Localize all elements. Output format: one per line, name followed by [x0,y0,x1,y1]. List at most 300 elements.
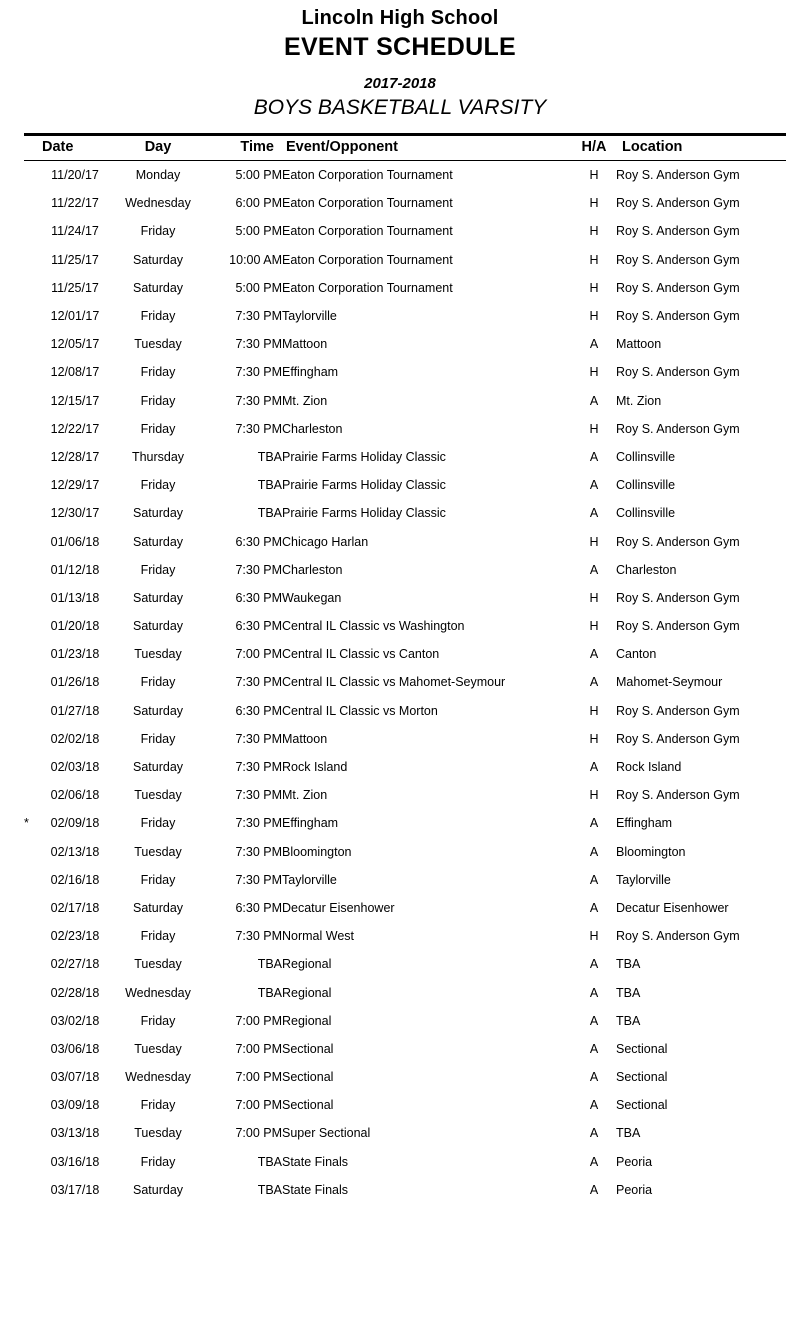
cell-event: Central IL Classic vs Washington [282,619,465,634]
cell-event: Charleston [282,421,343,436]
cell-time: 7:30 PM [235,731,282,746]
cell-day: Tuesday [134,337,182,352]
cell-location: Charleston [616,562,677,577]
cell-location: TBA [616,1013,641,1028]
table-row [24,471,786,499]
cell-home-away: A [589,1154,599,1169]
cell-time: 7:30 PM [235,844,282,859]
row-marker [24,1148,38,1176]
cell-location: Collinsville [616,478,676,493]
row-marker [24,246,38,274]
cell-event: Decatur Eisenhower [282,900,395,915]
table-row [24,950,786,978]
column-header-mark [24,135,38,161]
cell-event: Normal West [282,929,355,944]
schedule-table [24,133,786,1204]
cell-time: 7:30 PM [235,421,282,436]
cell-date: 02/03/18 [50,760,100,775]
table-row [24,809,786,837]
cell-day: Tuesday [134,957,182,972]
cell-day: Friday [140,675,176,690]
column-header-location: Location [616,135,786,161]
cell-date: 02/09/18 [50,816,100,831]
cell-day: Tuesday [134,844,182,859]
cell-date: 03/17/18 [50,1182,100,1197]
cell-day: Saturday [132,280,184,295]
cell-time: 7:30 PM [235,309,282,324]
cell-event: Eaton Corporation Tournament [282,168,453,183]
row-marker: * [24,816,29,831]
cell-date: 03/16/18 [50,1154,100,1169]
row-marker [24,415,38,443]
cell-time: 7:30 PM [235,760,282,775]
cell-date: 02/17/18 [50,900,100,915]
table-row [24,697,786,725]
cell-event: State Finals [282,1154,349,1169]
row-marker [24,1035,38,1063]
cell-date: 12/08/17 [50,365,100,380]
cell-location: Rock Island [616,760,682,775]
cell-time: 7:30 PM [235,365,282,380]
cell-date: 11/25/17 [51,280,99,295]
table-row [24,217,786,245]
cell-day: Friday [140,1154,176,1169]
cell-home-away: A [589,900,599,915]
row-marker [24,499,38,527]
cell-date: 01/27/18 [50,703,100,718]
cell-date: 12/22/17 [50,421,100,436]
cell-date: 03/06/18 [50,1041,100,1056]
cell-time: 7:00 PM [235,1126,282,1141]
cell-date: 02/27/18 [50,957,100,972]
cell-home-away: A [589,1182,599,1197]
row-marker [24,950,38,978]
cell-day: Wednesday [125,196,191,211]
row-marker [24,584,38,612]
row-marker [24,217,38,245]
table-row [24,499,786,527]
cell-home-away: A [589,478,599,493]
cell-home-away: H [589,168,599,183]
column-header-ha: H/A [572,135,616,161]
row-marker [24,1119,38,1147]
table-row [24,1176,786,1204]
cell-date: 02/16/18 [50,872,100,887]
row-marker [24,612,38,640]
cell-date: 01/12/18 [50,562,100,577]
cell-event: Sectional [282,1098,334,1113]
cell-date: 11/25/17 [51,252,99,267]
table-row [24,1148,786,1176]
cell-home-away: A [589,1098,599,1113]
cell-location: TBA [616,1126,641,1141]
cell-time: 7:00 PM [235,1013,282,1028]
table-row [24,612,786,640]
document-header [18,0,782,121]
cell-date: 03/02/18 [50,1013,100,1028]
cell-date: 12/15/17 [50,393,100,408]
cell-home-away: H [589,252,599,267]
cell-time: 7:00 PM [235,1041,282,1056]
season-label: 2017-2018 [364,75,436,92]
cell-location: Bloomington [616,844,686,859]
row-marker [24,697,38,725]
cell-day: Friday [140,309,176,324]
cell-event: Eaton Corporation Tournament [282,252,453,267]
cell-time: TBA [257,449,282,464]
cell-home-away: A [589,449,599,464]
cell-location: Collinsville [616,506,676,521]
row-marker [24,1176,38,1204]
cell-day: Friday [140,1013,176,1028]
cell-time: 7:30 PM [235,562,282,577]
row-marker [24,725,38,753]
cell-home-away: A [589,985,599,1000]
cell-event: Taylorville [282,872,337,887]
cell-event: Effingham [282,816,339,831]
cell-location: Canton [616,647,657,662]
cell-day: Tuesday [134,1041,182,1056]
row-marker [24,527,38,555]
column-header-day: Day [112,135,204,161]
cell-event: Eaton Corporation Tournament [282,224,453,239]
cell-event: Sectional [282,1041,334,1056]
cell-home-away: A [589,816,599,831]
cell-home-away: H [589,703,599,718]
cell-home-away: A [589,844,599,859]
row-marker [24,161,38,190]
cell-date: 12/28/17 [50,449,100,464]
cell-day: Wednesday [125,1070,191,1085]
column-header-time: Time [204,135,282,161]
table-row [24,838,786,866]
cell-time: 6:30 PM [235,590,282,605]
table-row [24,668,786,696]
cell-time: 5:00 PM [235,224,282,239]
cell-day: Saturday [132,506,184,521]
cell-location: Roy S. Anderson Gym [616,534,740,549]
cell-event: Bloomington [282,844,352,859]
cell-location: Roy S. Anderson Gym [616,365,740,380]
table-row [24,330,786,358]
cell-time: TBA [257,1182,282,1197]
cell-home-away: A [589,647,599,662]
table-row [24,584,786,612]
schedule-table-wrap [18,133,782,1204]
cell-day: Saturday [132,1182,184,1197]
cell-time: 6:00 PM [235,196,282,211]
cell-home-away: H [589,421,599,436]
cell-time: 10:00 AM [229,252,282,267]
cell-event: Taylorville [282,309,337,324]
cell-event: Waukegan [282,590,342,605]
cell-home-away: A [589,957,599,972]
table-row [24,922,786,950]
cell-location: Roy S. Anderson Gym [616,703,740,718]
cell-time: TBA [257,506,282,521]
cell-day: Saturday [132,619,184,634]
cell-home-away: H [589,534,599,549]
table-row [24,1035,786,1063]
cell-location: Sectional [616,1098,668,1113]
row-marker [24,556,38,584]
cell-time: 6:30 PM [235,703,282,718]
cell-time: 7:30 PM [235,872,282,887]
school-name: Lincoln High School [301,7,499,29]
row-marker [24,358,38,386]
cell-location: Roy S. Anderson Gym [616,252,740,267]
cell-event: Mt. Zion [282,393,328,408]
cell-location: Roy S. Anderson Gym [616,590,740,605]
table-row [24,556,786,584]
row-marker [24,668,38,696]
row-marker [24,274,38,302]
schedule-table-body [24,161,786,1204]
row-marker [24,978,38,1006]
cell-event: Rock Island [282,760,348,775]
cell-day: Friday [140,816,176,831]
cell-date: 02/13/18 [50,844,100,859]
table-row [24,866,786,894]
cell-home-away: A [589,506,599,521]
cell-time: TBA [257,478,282,493]
cell-home-away: A [589,872,599,887]
cell-event: State Finals [282,1182,349,1197]
cell-event: Central IL Classic vs Morton [282,703,438,718]
table-row [24,415,786,443]
cell-home-away: A [589,760,599,775]
table-row [24,358,786,386]
cell-day: Tuesday [134,788,182,803]
cell-event: Prairie Farms Holiday Classic [282,506,446,521]
cell-time: 6:30 PM [235,900,282,915]
cell-time: TBA [257,985,282,1000]
cell-date: 12/01/17 [50,309,100,324]
cell-event: Super Sectional [282,1126,371,1141]
column-header-event: Event/Opponent [282,135,572,161]
cell-time: 6:30 PM [235,534,282,549]
cell-location: Effingham [616,816,673,831]
cell-time: 7:30 PM [235,788,282,803]
cell-time: 5:00 PM [235,280,282,295]
cell-date: 02/06/18 [50,788,100,803]
table-row [24,894,786,922]
cell-date: 01/26/18 [50,675,100,690]
cell-day: Friday [140,478,176,493]
cell-date: 02/28/18 [50,985,100,1000]
cell-home-away: H [589,590,599,605]
cell-day: Friday [140,393,176,408]
cell-time: TBA [257,1154,282,1169]
table-row [24,161,786,190]
column-header-date: Date [38,135,112,161]
cell-date: 01/06/18 [50,534,100,549]
cell-event: Prairie Farms Holiday Classic [282,478,446,493]
table-row [24,246,786,274]
cell-date: 02/23/18 [50,929,100,944]
cell-day: Friday [140,365,176,380]
row-marker [24,471,38,499]
table-row [24,387,786,415]
cell-date: 12/30/17 [50,506,100,521]
cell-time: 7:30 PM [235,675,282,690]
cell-day: Saturday [132,703,184,718]
cell-date: 12/05/17 [50,337,100,352]
cell-date: 11/24/17 [51,224,99,239]
cell-location: Roy S. Anderson Gym [616,421,740,436]
cell-day: Friday [140,562,176,577]
cell-location: Mahomet-Seymour [616,675,723,690]
cell-event: Effingham [282,365,339,380]
cell-event: Regional [282,1013,332,1028]
cell-date: 03/07/18 [50,1070,100,1085]
cell-day: Tuesday [134,1126,182,1141]
row-marker [24,922,38,950]
cell-time: 7:30 PM [235,337,282,352]
cell-date: 01/23/18 [50,647,100,662]
cell-location: Sectional [616,1041,668,1056]
cell-location: Roy S. Anderson Gym [616,309,740,324]
cell-location: Roy S. Anderson Gym [616,929,740,944]
cell-home-away: H [589,731,599,746]
cell-day: Friday [140,929,176,944]
cell-location: Peoria [616,1154,653,1169]
cell-home-away: A [589,675,599,690]
cell-date: 01/13/18 [50,590,100,605]
row-marker [24,1063,38,1091]
cell-location: Taylorville [616,872,671,887]
cell-home-away: A [589,562,599,577]
cell-home-away: A [589,1126,599,1141]
cell-location: Sectional [616,1070,668,1085]
cell-location: Peoria [616,1182,653,1197]
cell-location: Mt. Zion [616,393,662,408]
cell-event: Mattoon [282,731,328,746]
cell-time: 7:30 PM [235,929,282,944]
table-row [24,1119,786,1147]
cell-event: Central IL Classic vs Canton [282,647,440,662]
row-marker [24,189,38,217]
cell-home-away: A [589,1041,599,1056]
cell-home-away: H [589,788,599,803]
cell-event: Eaton Corporation Tournament [282,196,453,211]
cell-home-away: A [589,393,599,408]
cell-home-away: A [589,337,599,352]
cell-location: Roy S. Anderson Gym [616,168,740,183]
cell-date: 11/22/17 [51,196,99,211]
sport-label: BOYS BASKETBALL VARSITY [253,95,547,119]
cell-time: 7:00 PM [235,1070,282,1085]
cell-time: 6:30 PM [235,619,282,634]
row-marker [24,640,38,668]
cell-location: TBA [616,985,641,1000]
cell-time: 7:00 PM [235,1098,282,1113]
row-marker [24,838,38,866]
page-title: EVENT SCHEDULE [283,33,516,61]
table-header-row [24,135,786,161]
table-row [24,1091,786,1119]
row-marker [24,443,38,471]
cell-date: 03/13/18 [50,1126,100,1141]
cell-day: Saturday [132,900,184,915]
cell-event: Charleston [282,562,343,577]
table-row [24,274,786,302]
cell-day: Thursday [131,449,185,464]
cell-location: Roy S. Anderson Gym [616,224,740,239]
cell-day: Friday [140,421,176,436]
cell-day: Friday [140,224,176,239]
table-row [24,753,786,781]
cell-time: TBA [257,957,282,972]
table-row [24,640,786,668]
cell-day: Wednesday [125,985,191,1000]
cell-event: Chicago Harlan [282,534,369,549]
cell-date: 02/02/18 [50,731,100,746]
row-marker [24,866,38,894]
cell-location: Roy S. Anderson Gym [616,196,740,211]
cell-location: Collinsville [616,449,676,464]
cell-event: Regional [282,985,332,1000]
table-row [24,527,786,555]
row-marker [24,302,38,330]
table-row [24,781,786,809]
cell-event: Eaton Corporation Tournament [282,280,453,295]
cell-location: Roy S. Anderson Gym [616,619,740,634]
table-row [24,1063,786,1091]
cell-event: Central IL Classic vs Mahomet-Seymour [282,675,506,690]
cell-location: Roy S. Anderson Gym [616,280,740,295]
table-row [24,189,786,217]
cell-date: 01/20/18 [50,619,100,634]
table-row [24,725,786,753]
cell-date: 03/09/18 [50,1098,100,1113]
cell-home-away: H [589,196,599,211]
cell-day: Friday [140,731,176,746]
cell-home-away: A [589,1070,599,1085]
table-row [24,443,786,471]
cell-day: Friday [140,1098,176,1113]
table-row [24,1007,786,1035]
cell-location: Mattoon [616,337,662,352]
cell-time: 7:00 PM [235,647,282,662]
table-row [24,978,786,1006]
cell-home-away: H [589,365,599,380]
cell-day: Monday [135,168,181,183]
row-marker [24,387,38,415]
row-marker [24,781,38,809]
cell-date: 11/20/17 [51,168,99,183]
cell-location: Roy S. Anderson Gym [616,788,740,803]
cell-day: Saturday [132,534,184,549]
cell-home-away: H [589,224,599,239]
cell-home-away: A [589,1013,599,1028]
row-marker [24,894,38,922]
cell-home-away: H [589,929,599,944]
cell-event: Regional [282,957,332,972]
cell-day: Saturday [132,590,184,605]
cell-home-away: H [589,309,599,324]
cell-event: Sectional [282,1070,334,1085]
cell-time: 7:30 PM [235,393,282,408]
cell-time: 5:00 PM [235,168,282,183]
cell-home-away: H [589,619,599,634]
cell-day: Saturday [132,760,184,775]
cell-event: Mattoon [282,337,328,352]
cell-day: Tuesday [134,647,182,662]
row-marker [24,1007,38,1035]
cell-day: Saturday [132,252,184,267]
cell-location: TBA [616,957,641,972]
